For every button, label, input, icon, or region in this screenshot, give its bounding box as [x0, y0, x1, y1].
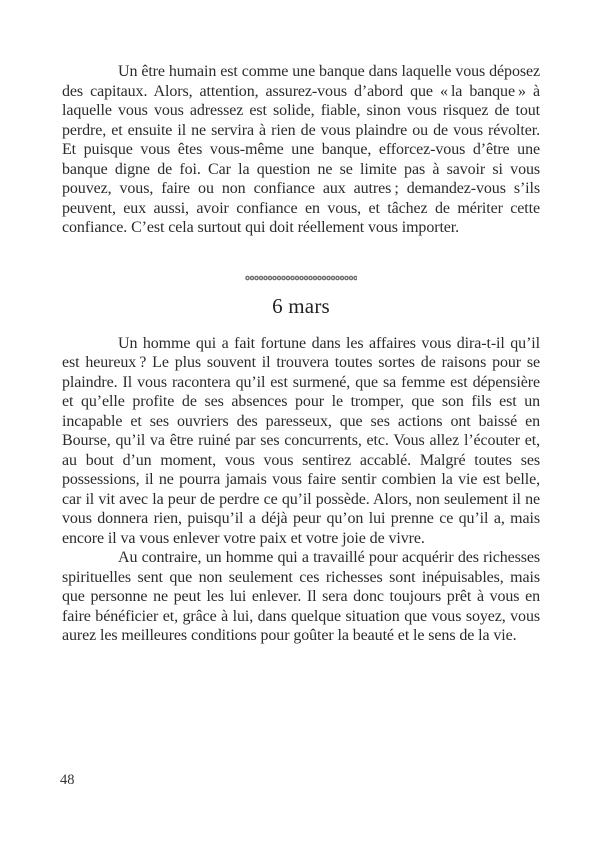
section-divider — [62, 275, 540, 281]
paragraph-bank-conclusion: Un être humain est comme une banque dans laquelle vous déposez des capitaux. Alors, attention, assurez-vous d’abord que « la banque » à laquelle vous vous adressez est solide, fiable, sinon vous risquez de tout perdre, et ensuite il ne servira à rien de vous plaindre ou de vous révolter. Et puisque vous êtes vous-même une banque, efforcez-vous d’être une banque digne de foi. Car la question ne se limite pas à savoir si vous pouvez, vous, faire ou non confiance aux autres ; demandez-vous s’ils peuvent, eux aussi, avoir confiance en vous, et tâchez de mériter cette confiance. C’est cela surtout qui doit réellement vous importer. — [62, 63, 540, 236]
chain-ornament-divider-icon — [245, 275, 357, 281]
paragraph-spiritual-riches: Au contraire, un homme qui a travaillé pour acquérir des richesses spirituelles sent que non seulement ces richesses sont inépuisables, mais que personne ne peut les lui enlever. Il sera donc toujours prêt à vous en faire bénéficier et, grâce à lui, dans quelque situation que vous soyez, vous aurez les meilleures conditions pour goûter la beauté et le sens de la vie. — [62, 549, 540, 644]
date-heading: 6 mars — [272, 293, 330, 318]
paragraph-fortune-man: Un homme qui a fait fortune dans les affaires vous dira-t-il qu’il est heureux ? Le plus souvent il trouvera toutes sortes de raisons pour se plaindre. Il vous racontera qu’il est surmené, que sa femme est dépensière et qu’elle profite de ses absences pour le tromper, que son fils est un incapable et ses ouvriers des paresseux, que ses actions ont baissé en Bourse, qu’il va être ruiné par ses concurrents, etc. Vous allez l’écouter et, au bout d’un moment, vous vous sentirez accablé. Malgré toutes ses possessions, il ne pourra jamais vous faire sentir combien la vie est belle, car il vit avec la peur de perdre ce qu’il possède. Alors, non seulement il ne vous donnera rien, puisqu’il a déjà peur qu’on lui prenne ce qu’il a, mais encore il va vous enlever votre paix et votre joie de vivre. — [62, 334, 540, 547]
page-number: 48 — [60, 772, 75, 788]
